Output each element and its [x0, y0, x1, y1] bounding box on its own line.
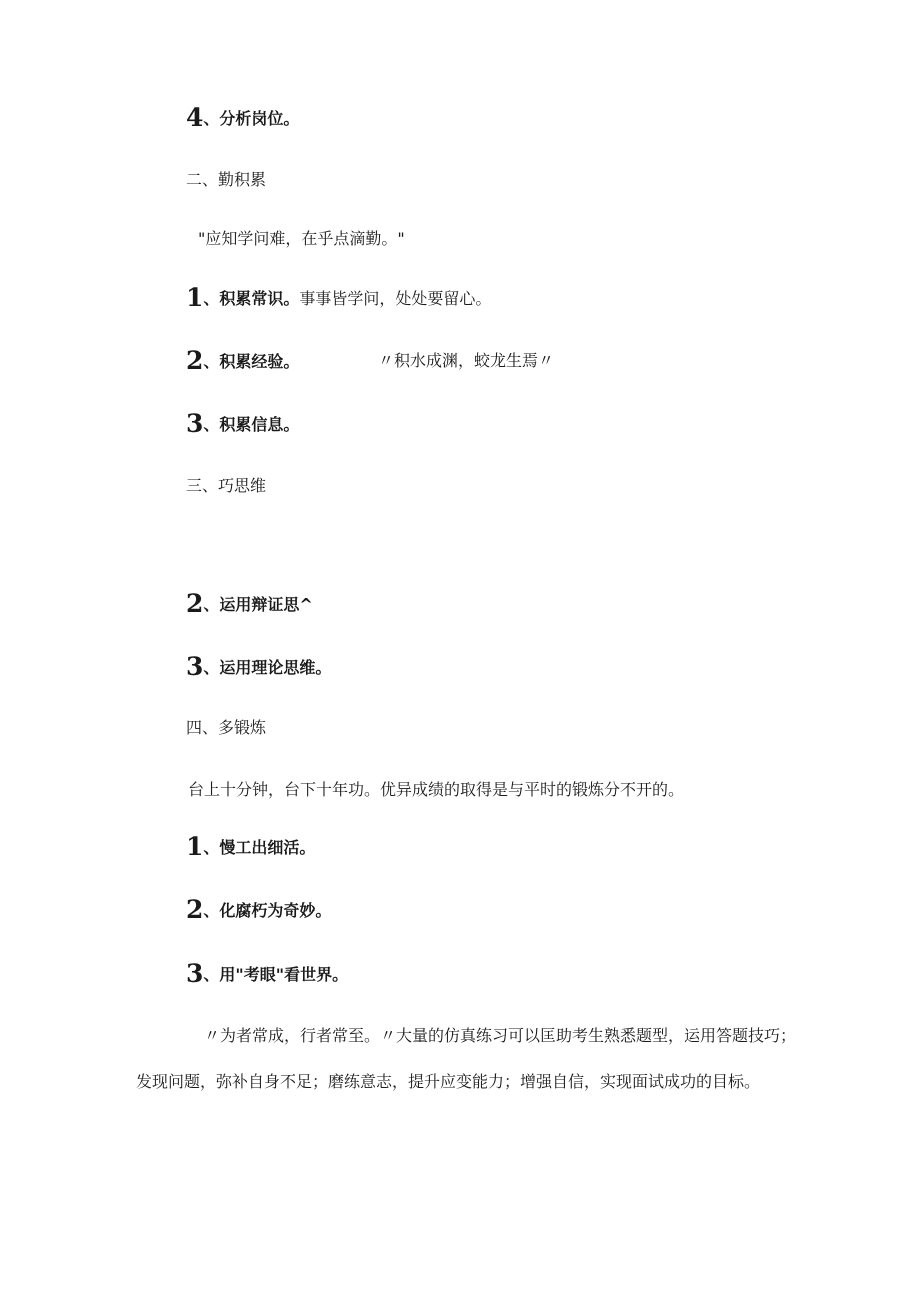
- item-accumulate-information: [186, 409, 300, 438]
- item-turn-decay: [186, 895, 332, 924]
- item-text-bold: 、积累经验。: [203, 352, 300, 371]
- item-number: 1: [186, 832, 204, 861]
- item-number: 3: [186, 652, 204, 681]
- item-accumulate-experience: [186, 346, 786, 375]
- practice-intro: 台上十分钟，台下十年功。优异成绩的取得是与平时的锻炼分不开的。: [188, 780, 685, 799]
- item-text: 、慢工出细活。: [203, 838, 316, 857]
- item-text: 、运用辩证思^: [203, 595, 313, 614]
- item-exam-eye: [186, 959, 349, 988]
- item-number: 1: [186, 283, 204, 312]
- quote-learning: "应知学问难，在乎点滴勤。": [198, 229, 405, 248]
- item-number: 3: [186, 959, 204, 988]
- item-text: 、积累信息。: [203, 415, 300, 434]
- item-number: 4: [186, 103, 204, 132]
- section-heading-accumulate: 二、勤积累: [186, 170, 267, 189]
- item-number: 2: [186, 589, 204, 618]
- item-text: 、用"考眼"看世界。: [203, 965, 349, 984]
- closing-paragraph: 〃为者常成，行者常至。〃大量的仿真练习可以匡助考生熟悉题型，运用答题技巧；发现问题，弥补自身不足；磨练意志，提升应变能力；增强自信，实现面试成功的目标。: [136, 1026, 797, 1091]
- section-heading-practice: 四、多锻炼: [186, 718, 267, 737]
- item-number: 3: [186, 409, 204, 438]
- item-dialectical-thinking: [186, 589, 313, 618]
- item-analyze-position: [186, 103, 300, 132]
- section-heading-thinking: 三、巧思维: [186, 476, 267, 495]
- item-text-bold: 、积累常识。: [203, 289, 300, 308]
- item-text: 事事皆学问，处处要留心。: [299, 289, 492, 308]
- item-accumulate-knowledge: [186, 283, 492, 312]
- item-number: 2: [186, 895, 204, 924]
- item-text: 、分析岗位。: [203, 109, 300, 128]
- item-number: 2: [186, 346, 204, 375]
- item-slow-work: [186, 832, 316, 861]
- item-text: 、化腐朽为奇妙。: [203, 901, 332, 920]
- item-quote: 〃积水成渊，蛟龙生焉〃: [378, 351, 555, 370]
- item-theoretical-thinking: [186, 652, 332, 681]
- item-text: 、运用理论思维。: [203, 658, 332, 677]
